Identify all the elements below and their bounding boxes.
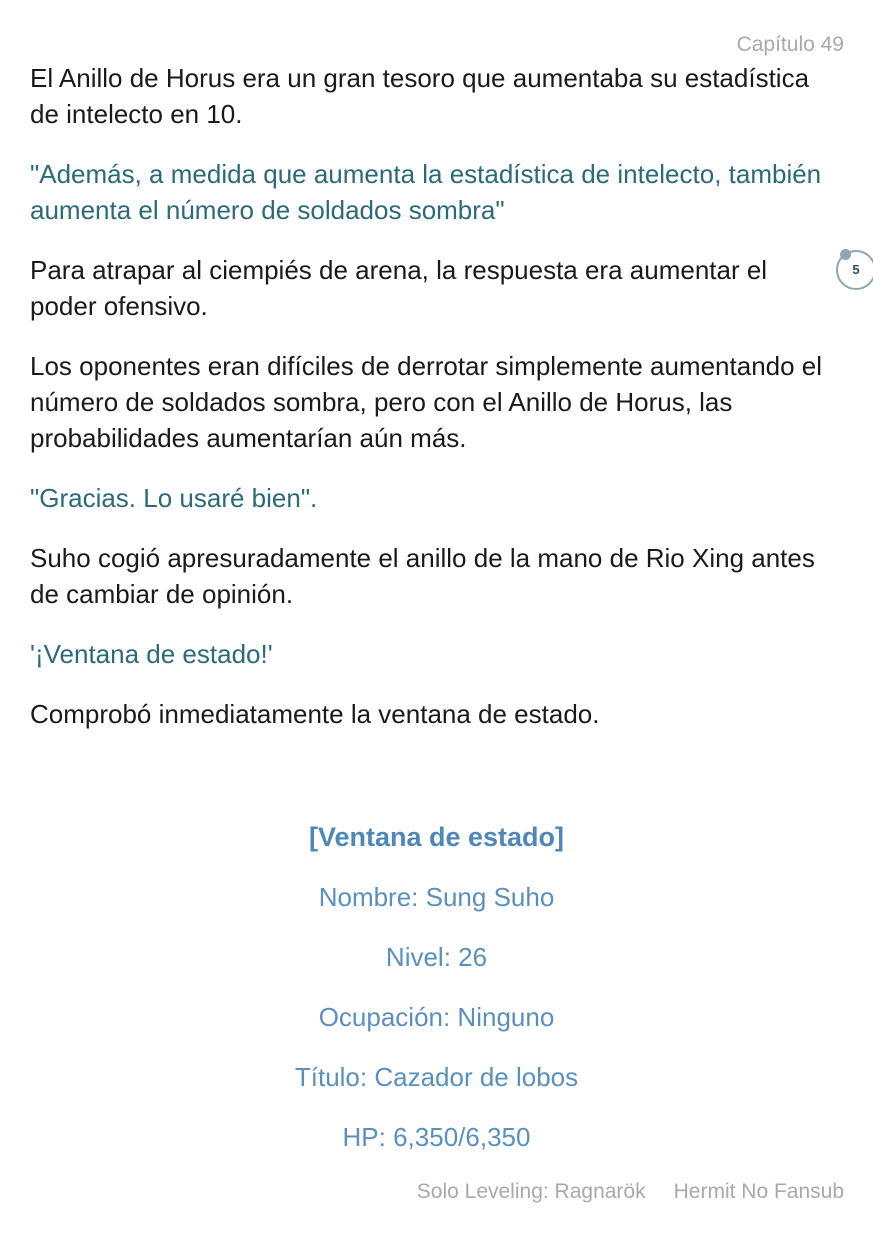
status-hp: HP: 6,350/6,350 — [342, 1122, 531, 1152]
chapter-label: Capítulo 49 — [736, 33, 844, 56]
translator-group: Hermit No Fansub — [673, 1180, 844, 1203]
dialog-paragraph: "Además, a medida que aumenta la estadística de intelecto, también aumenta el número de soldados sombra" — [30, 159, 822, 225]
page-footer — [389, 1180, 844, 1204]
dialog-paragraph: '¡Ventana de estado!' — [30, 639, 273, 669]
paragraph: Comprobó inmediatamente la ventana de estado. — [30, 699, 600, 729]
status-window-title: [Ventana de estado] — [308, 822, 565, 852]
chapter-text — [30, 60, 830, 756]
comment-count: 5 — [852, 262, 860, 277]
paragraph: Suho cogió apresuradamente el anillo de la mano de Rio Xing antes de cambiar de opinión. — [30, 543, 815, 609]
paragraph: El Anillo de Horus era un gran tesoro que aumentaba su estadística de intelecto en 10. — [30, 63, 810, 129]
status-occupation: Ocupación: Ninguno — [318, 1002, 555, 1032]
paragraph: Para atrapar al ciempiés de arena, la respuesta era aumentar el poder ofensivo. — [30, 255, 768, 321]
novel-title: Solo Leveling: Ragnarök — [416, 1180, 646, 1203]
paragraph: Los oponentes eran difíciles de derrotar simplemente aumentando el número de soldados sombra, pero con el Anillo de Horus, las probabilidades aumentarían aún más. — [30, 351, 823, 453]
status-window — [0, 815, 873, 1175]
status-level: Nivel: 26 — [385, 942, 488, 972]
paragraph-comments-button[interactable] — [836, 250, 873, 290]
status-name: Nombre: Sung Suho — [318, 882, 555, 912]
dialog-paragraph: "Gracias. Lo usaré bien". — [30, 483, 318, 513]
status-title: Título: Cazador de lobos — [294, 1062, 579, 1092]
